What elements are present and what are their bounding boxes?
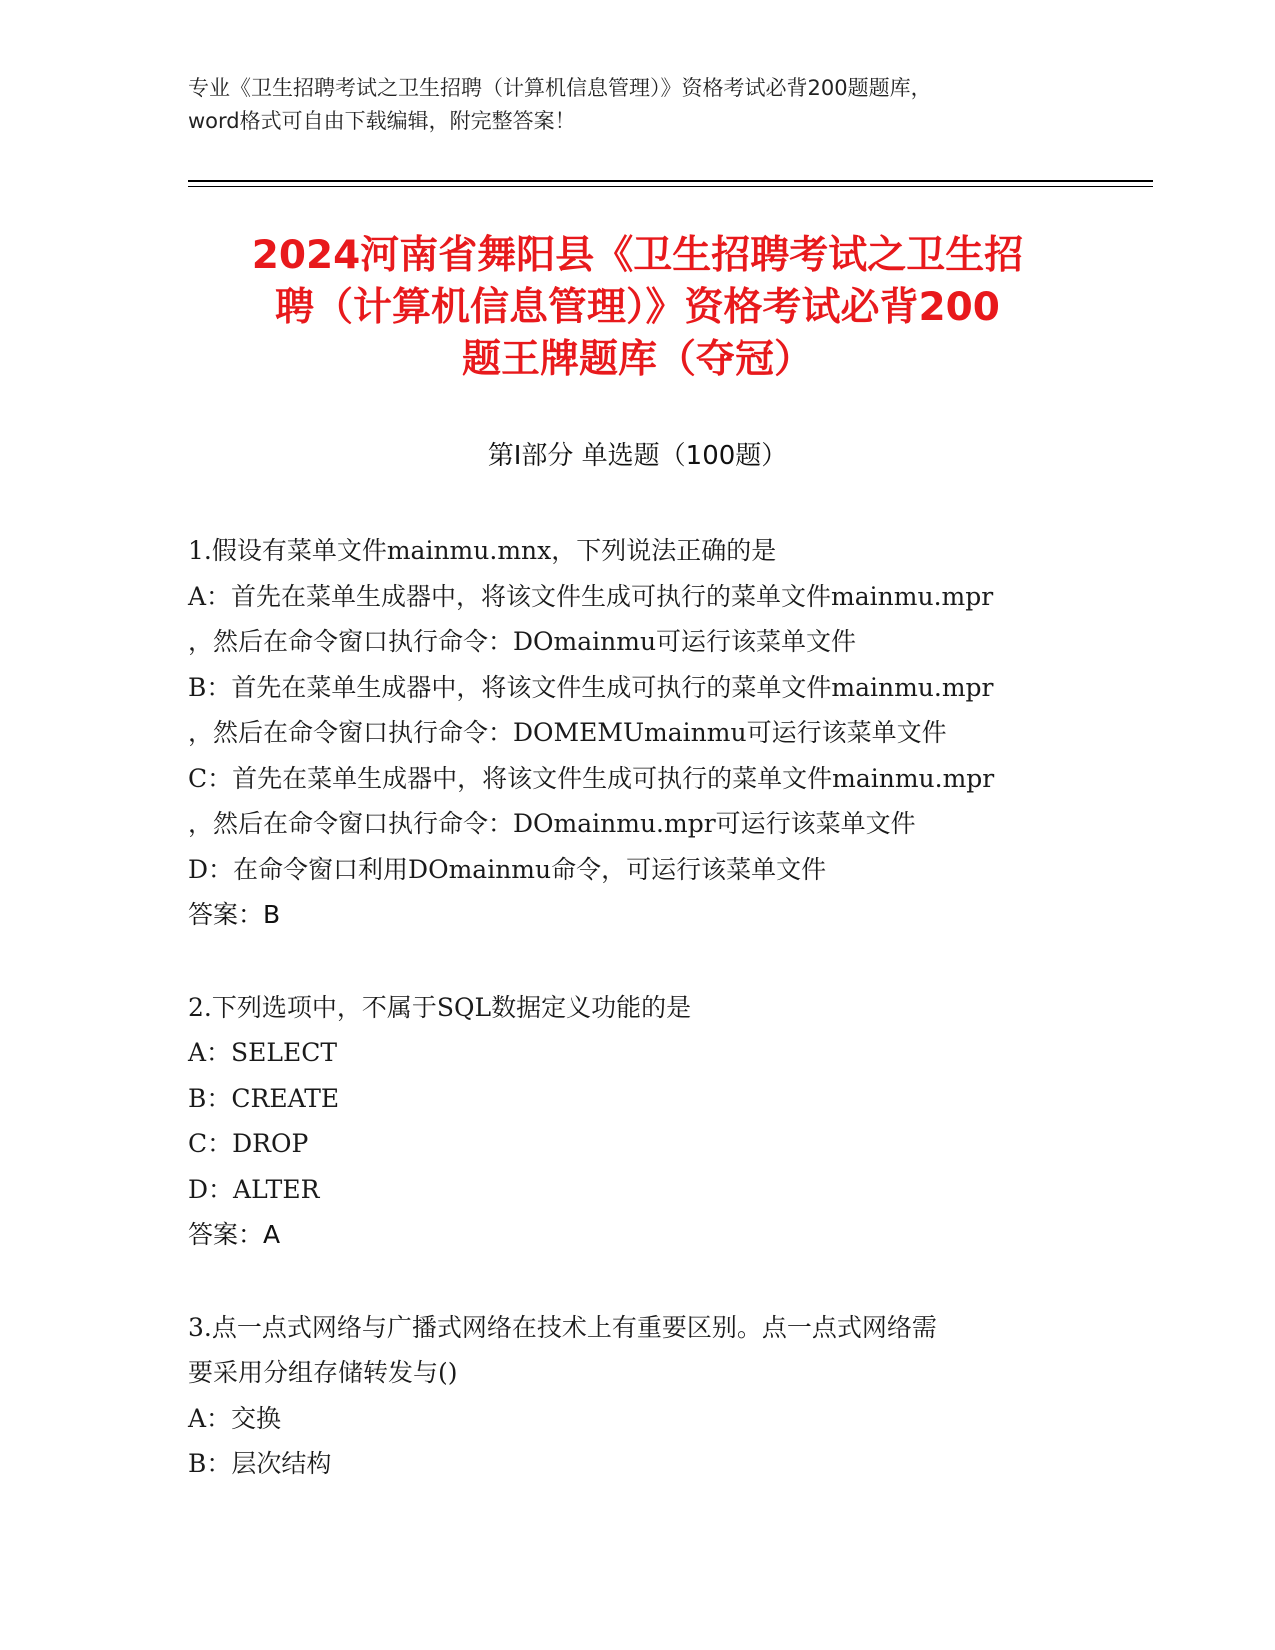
document-title [150,230,1125,386]
header-note-line-2: word格式可自由下载编辑，附完整答案！ [188,109,576,133]
question-1-option-d: D：在命令窗口利用DOmainmu命令，可运行该菜单文件 [188,854,827,884]
question-2-option-c: C：DROP [188,1129,309,1158]
question-1-answer: 答案：B [188,900,281,929]
question-1-stem: 1.假设有菜单文件mainmu.mnx，下列说法正确的是 [188,536,777,565]
question-1 [188,528,1088,938]
question-3-option-a: A：交换 [188,1403,282,1433]
question-3 [188,1305,1088,1487]
question-2-option-b: B：CREATE [188,1083,340,1113]
question-1-option-a-cont: ，然后在命令窗口执行命令：DOmainmu可运行该菜单文件 [188,627,857,656]
document-title-line-2: 聘（计算机信息管理）》资格考试必背200 [275,285,1000,330]
question-1-option-c-cont: ，然后在命令窗口执行命令：DOmainmu.mpr可运行该菜单文件 [188,809,916,838]
question-2-answer: 答案：A [188,1220,281,1249]
question-1-option-b-cont: ，然后在命令窗口执行命令：DOMEMUmainmu可运行该菜单文件 [188,718,947,747]
header-rule-thin [188,186,1153,187]
header-note [188,72,1088,138]
question-3-option-b: B：层次结构 [188,1449,332,1478]
document-title-line-3: 题王牌题库（夺冠） [461,337,813,382]
question-1-option-c: C：首先在菜单生成器中，将该文件生成可执行的菜单文件mainmu.mpr [188,763,995,793]
question-2-stem: 2.下列选项中，不属于SQL数据定义功能的是 [188,992,692,1022]
question-2-option-a: A：SELECT [188,1038,338,1067]
question-3-stem-cont: 要采用分组存储转发与() [188,1358,458,1387]
question-3-stem: 3.点一点式网络与广播式网络在技术上有重要区别。点一点式网络需 [188,1312,937,1342]
question-1-option-a: A：首先在菜单生成器中，将该文件生成可执行的菜单文件mainmu.mpr [188,581,994,611]
document-title-line-1: 2024河南省舞阳县《卫生招聘考试之卫生招 [251,233,1024,278]
section-heading: 第Ⅰ部分 单选题（100题） [487,441,788,471]
header-note-line-1: 专业《卫生招聘考试之卫生招聘（计算机信息管理）》资格考试必背200题题库， [188,76,932,100]
question-2 [188,985,1088,1258]
question-list [188,528,1088,1534]
question-2-option-d: D：ALTER [188,1174,320,1204]
header-rule-thick [188,180,1153,182]
question-1-option-b: B：首先在菜单生成器中，将该文件生成可执行的菜单文件mainmu.mpr [188,672,994,702]
